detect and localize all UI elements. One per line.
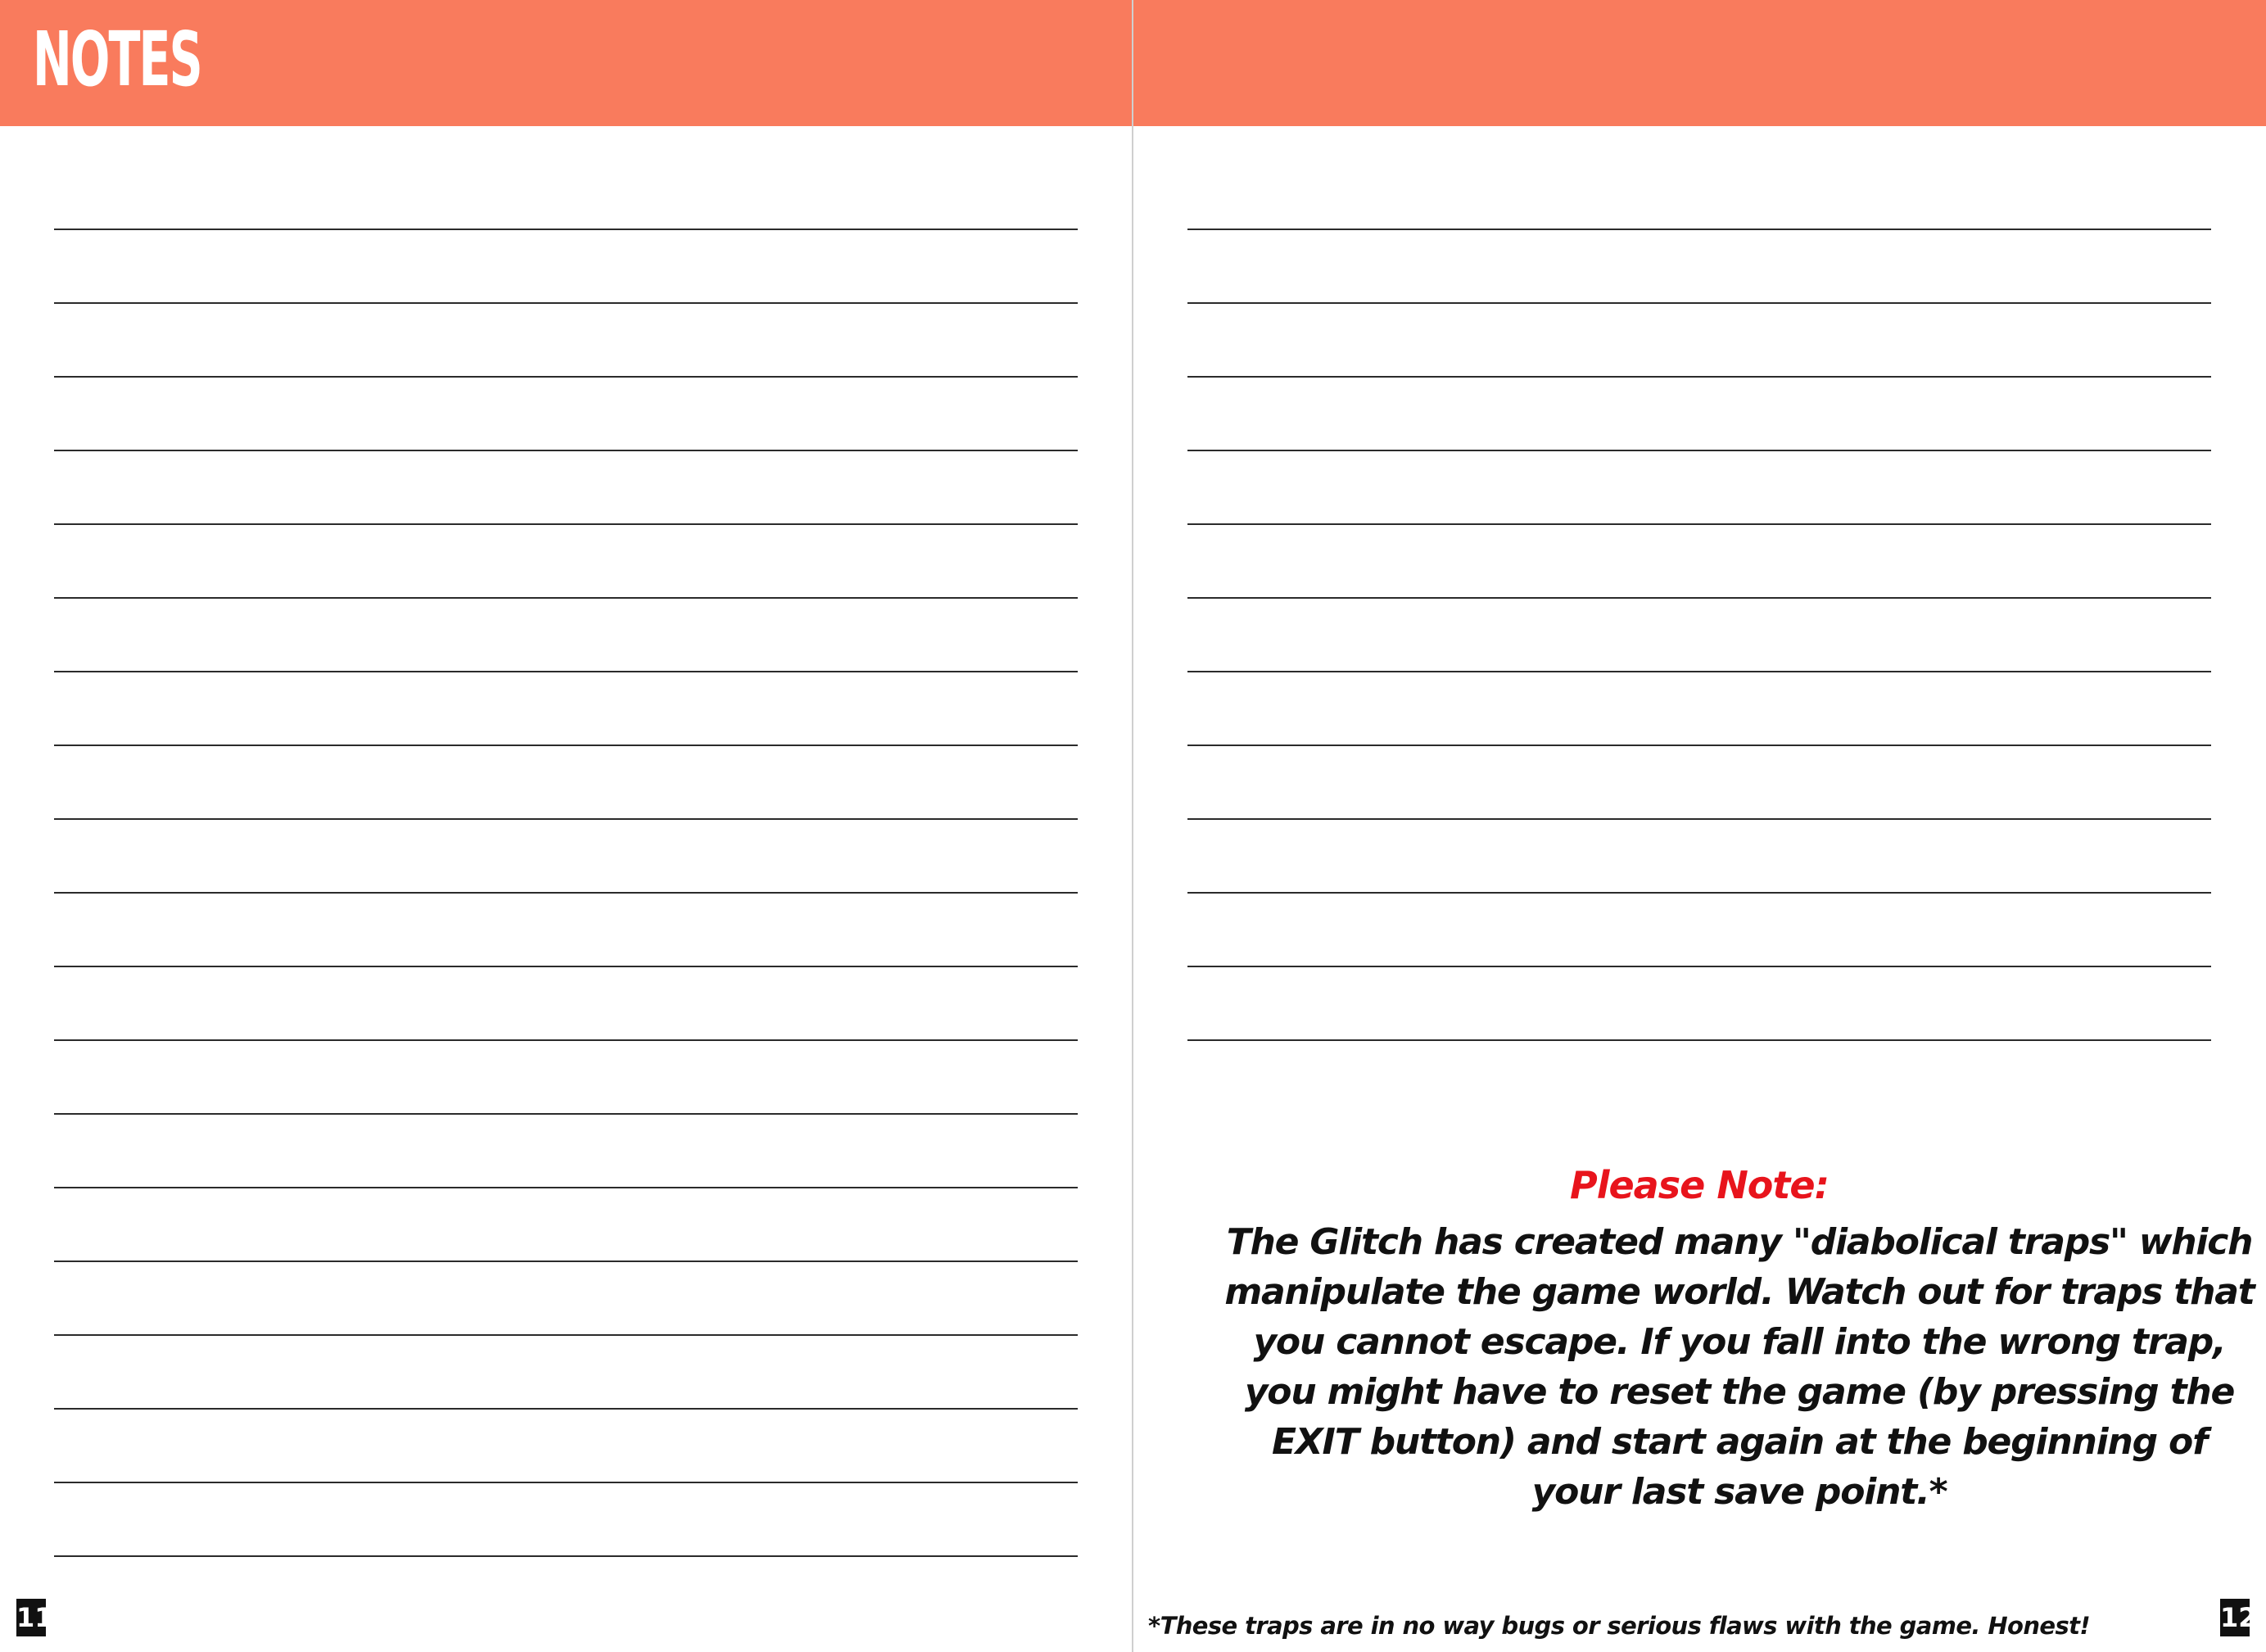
ruled-line — [1187, 450, 2211, 451]
note-line: EXIT button) and start again at the beginning of — [1271, 1421, 2208, 1463]
ruled-line — [54, 1260, 1078, 1262]
right-header-band — [1133, 0, 2266, 126]
notes-header-band — [0, 0, 1133, 126]
ruled-line — [54, 229, 1078, 230]
ruled-line — [1187, 966, 2211, 967]
ruled-line — [54, 1187, 1078, 1188]
ruled-line — [1187, 376, 2211, 378]
ruled-line — [1187, 229, 2211, 230]
ruled-line — [1187, 671, 2211, 672]
ruled-line — [54, 376, 1078, 378]
ruled-line — [54, 450, 1078, 451]
traps-footnote: *These traps are in no way bugs or serious flaws with the game. Honest! — [1148, 1612, 2090, 1640]
ruled-line — [54, 966, 1078, 967]
right-page — [1133, 0, 2266, 1652]
note-line: The Glitch has created many "diabolical traps" which — [1226, 1221, 2253, 1263]
note-line: manipulate the game world. Watch out for traps that — [1224, 1271, 2255, 1313]
ruled-line — [54, 1113, 1078, 1115]
ruled-line — [1187, 523, 2211, 525]
ruled-line — [1187, 745, 2211, 746]
note-line: you cannot escape. If you fall into the wrong trap, — [1253, 1321, 2226, 1363]
ruled-line — [54, 892, 1078, 894]
ruled-line — [54, 818, 1078, 820]
ruled-line — [54, 745, 1078, 746]
ruled-line — [54, 302, 1078, 304]
ruled-line — [54, 1039, 1078, 1041]
page-number-left: 11 — [16, 1599, 46, 1636]
ruled-line — [54, 523, 1078, 525]
ruled-line — [54, 1482, 1078, 1483]
please-note-body — [1207, 1217, 2266, 1517]
ruled-line — [1187, 818, 2211, 820]
ruled-line — [1187, 597, 2211, 599]
page-number-right: 12 — [2220, 1599, 2250, 1636]
note-line: you might have to reset the game (by pressing the — [1244, 1371, 2235, 1413]
page-title: NOTES — [33, 16, 201, 103]
ruled-line — [1187, 892, 2211, 894]
ruled-line — [54, 1408, 1078, 1410]
note-line: your last save point.* — [1531, 1471, 1947, 1513]
please-note-heading: Please Note: — [1570, 1163, 1829, 1207]
ruled-line — [54, 671, 1078, 672]
ruled-line — [54, 1334, 1078, 1336]
ruled-line — [54, 1555, 1078, 1557]
ruled-line — [54, 597, 1078, 599]
ruled-line — [1187, 1039, 2211, 1041]
ruled-line — [1187, 302, 2211, 304]
